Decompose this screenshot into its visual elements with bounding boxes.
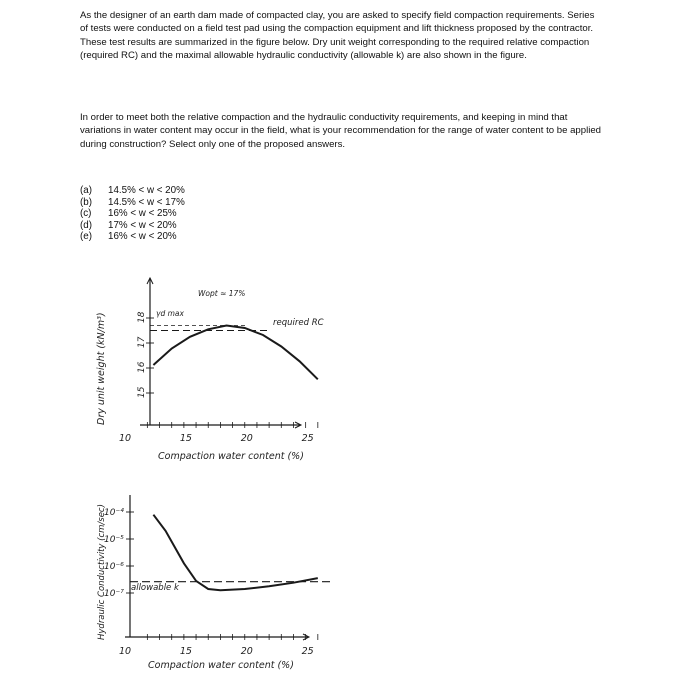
answer-text: 14.5% < w < 20% <box>108 185 185 196</box>
dry-unit-weight-chart <box>96 278 324 462</box>
chart1-y-tick-label: 17 <box>137 336 147 348</box>
chart1-y-tick-label: 15 <box>137 386 147 398</box>
chart2-ylabel: Hydraulic Conductivity (cm/sec) <box>97 504 107 640</box>
chart1-x-tick-label: 20 <box>240 433 253 444</box>
answer-text: 17% < w < 20% <box>108 219 177 231</box>
chart2-y-tick-label: 10⁻⁵ <box>104 535 124 545</box>
answer-label: (e) <box>80 231 92 243</box>
chart1-ylabel: Dry unit weight (kN/m³) <box>96 312 107 425</box>
chart2-y-tick-label: 10⁻⁴ <box>104 508 124 518</box>
answer-label: (a) <box>80 185 92 196</box>
answer-text: 14.5% < w < 17% <box>108 196 185 208</box>
chart2-y-tick-label: 10⁻⁷ <box>104 589 124 599</box>
hydraulic-conductivity-curve <box>153 515 317 591</box>
wopt-annotation: Wopt ≈ 17% <box>198 289 246 298</box>
required-rc-label: required RC <box>273 318 324 328</box>
gamma-dmax-annotation: γd max <box>156 309 184 318</box>
question-paragraph: In order to meet both the relative compaction and the hydraulic conductivity requirements, and keeping in mind that variations in water content may occur in the field, what is your recommendation for the range of water content to be applied during construction? Select only one of the proposed answers. <box>80 112 602 150</box>
chart2-x-tick-label: 25 <box>301 646 314 657</box>
allowable-k-label: allowable k <box>131 583 179 593</box>
chart2-y-tick-label: 10⁻⁶ <box>104 562 124 572</box>
answer-label: (b) <box>80 196 92 208</box>
intro-paragraph: As the designer of an earth dam made of compacted clay, you are asked to specify field compaction requirements. Series of tests were conducted on a field test pad using the compaction equipment and lift thickness proposed by the contractor. These test results are summarized in the figure below. Dry unit weight corresponding to the required relative compaction (required RC) and the maximal allowable hydraulic conductivity (allowable k) are also shown in the figure. <box>80 10 595 62</box>
compaction-curve <box>153 326 317 380</box>
chart2-x-tick-label: 15 <box>179 646 192 657</box>
answer-label: (c) <box>80 208 92 220</box>
answer-text: 16% < w < 20% <box>108 231 177 243</box>
chart1-x-tick-label: 10 <box>119 433 132 444</box>
chart1-xlabel: Compaction water content (%) <box>158 451 304 462</box>
answer-text: 16% < w < 25% <box>108 208 177 220</box>
chart2-x-tick-label: 10 <box>119 646 132 657</box>
answer-label: (d) <box>80 219 92 231</box>
hydraulic-conductivity-chart <box>97 495 330 671</box>
chart2-xlabel: Compaction water content (%) <box>148 660 294 671</box>
chart1-x-tick-label: 25 <box>301 433 314 444</box>
chart1-y-tick-label: 18 <box>137 311 147 323</box>
chart1-x-tick-label: 15 <box>179 433 192 444</box>
chart1-y-tick-label: 16 <box>137 361 147 373</box>
chart2-x-tick-label: 20 <box>240 646 253 657</box>
